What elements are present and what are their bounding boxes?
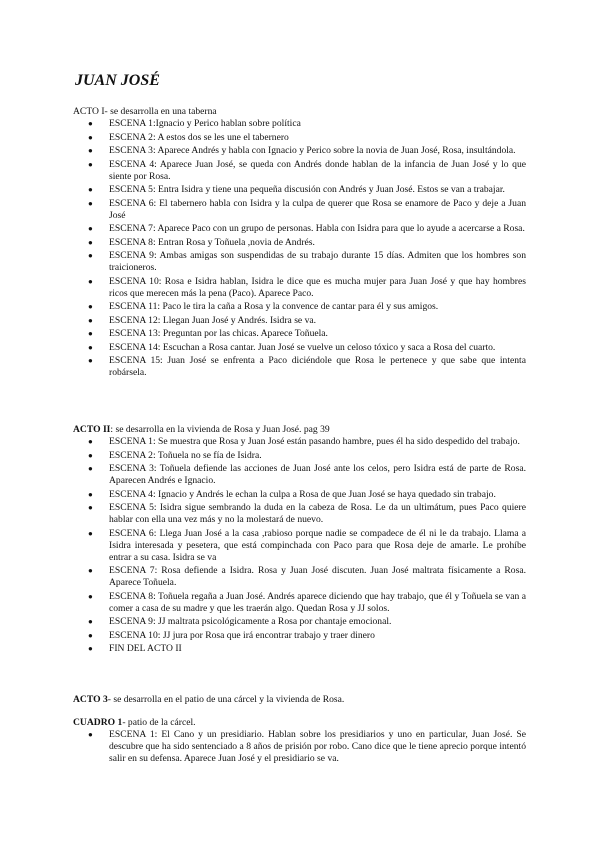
acto-3-heading: [73, 694, 533, 706]
scene-list-item: [73, 355, 526, 379]
scene-text: ESCENA 1: El Cano y un presidiario. Hablan sobre los presidiarios y uno en particular, Juan José. Se descubre que ha sido sentenciado a 8 años de prisión por robo. Cano dice que le tiene aprecio porque intentó salir en su defensa. Aparece Juan José y el presidiario se va.: [109, 729, 526, 764]
scene-list-item: [73, 184, 526, 196]
scene-text: ESCENA 7: Aparece Paco con un grupo de personas. Habla con Isidra para que lo ayude a acercarse a Rosa.: [109, 223, 525, 234]
scene-text: ESCENA 1: Se muestra que Rosa y Juan José están pasando hambre, pues él ha sido despedido del trabajo.: [109, 436, 520, 447]
bullet-icon: ●: [88, 302, 93, 311]
scene-text: FIN DEL ACTO II: [109, 643, 182, 654]
scene-list-item: [73, 729, 526, 765]
bullet-icon: ●: [88, 528, 93, 538]
cuadro-1-section: [73, 717, 533, 767]
scene-list-item: [73, 643, 526, 655]
acto-2-description: : se desarrolla en la vivienda de Rosa y Juan José. pag 39: [110, 424, 330, 435]
acto-3-description: - se desarrolla en el patio de una cárcel y la vivienda de Rosa.: [107, 694, 345, 705]
scene-text: ESCENA 4: Aparece Juan José, se queda con Andrés donde hablan de la infancia de Juan José y lo que siente por Rosa.: [109, 158, 526, 182]
scene-list-item: [73, 315, 526, 327]
bullet-icon: ●: [88, 356, 93, 365]
scene-list-item: [73, 436, 526, 448]
acto-2-scene-list: [73, 436, 533, 655]
acto-1-description: - se desarrolla en una taberna: [104, 106, 217, 117]
bullet-icon: ●: [88, 450, 93, 460]
scene-text: ESCENA 3: Toñuela defiende las acciones de Juan José ante los celos, pero Isidra está de parte de Rosa. Aparecen Andrés e Ignacio.: [109, 463, 526, 486]
bullet-icon: ●: [88, 119, 93, 128]
scene-list-item: [73, 198, 526, 222]
scene-list-item: [73, 159, 526, 183]
scene-text: ESCENA 10: JJ jura por Rosa que irá encontrar trabajo y traer dinero: [109, 629, 375, 641]
acto-3-label: ACTO 3: [73, 694, 108, 705]
scene-text: ESCENA 5: Isidra sigue sembrando la duda en la cabeza de Rosa. Le da un ultimátum, pues Paco quiere hablar con ella una vez más y no la molestará de nuevo.: [109, 502, 526, 525]
acto-1-section: [73, 106, 533, 381]
bullet-icon: ●: [88, 146, 93, 155]
scene-text: ESCENA 3: Aparece Andrés y habla con Ignacio y Perico sobre la novia de Juan José, Rosa, insultándola.: [109, 145, 516, 156]
scene-text: ESCENA 9: JJ maltrata psicológicamente a Rosa por chantaje emocional.: [109, 616, 392, 627]
bullet-icon: ●: [88, 591, 93, 601]
bullet-icon: ●: [88, 251, 93, 260]
bullet-icon: ●: [88, 315, 93, 325]
scene-list-item: [73, 301, 526, 313]
bullet-icon: ●: [88, 566, 93, 575]
bullet-icon: ●: [88, 185, 93, 194]
acto-1-scene-list: [73, 118, 533, 379]
scene-text: ESCENA 5: Entra Isidra y tiene una pequeña discusión con Andrés y Juan José. Estos se van a trabajar.: [109, 184, 505, 195]
scene-text: ESCENA 4: Ignacio y Andrés le echan la culpa a Rosa de que Juan José se haya quedado sin trabajo.: [109, 488, 496, 500]
cuadro-1-scene-list: [73, 729, 533, 765]
bullet-icon: ●: [88, 276, 93, 286]
scene-list-item: [73, 132, 526, 144]
bullet-icon: ●: [88, 437, 93, 446]
scene-list-item: [73, 118, 526, 130]
scene-list-item: [73, 276, 526, 300]
bullet-icon: ●: [88, 464, 93, 473]
scene-list-item: [73, 450, 526, 462]
bullet-icon: ●: [88, 342, 93, 352]
scene-list-item: [73, 630, 526, 642]
cuadro-1-label: CUADRO 1: [73, 717, 123, 728]
scene-text: ESCENA 9: Ambas amigas son suspendidas de su trabajo durante 15 días. Admiten que los hombres son traicioneros.: [109, 250, 526, 273]
bullet-icon: ●: [88, 224, 93, 233]
acto-1-label: ACTO I: [73, 106, 105, 117]
acto-3-section: [73, 694, 533, 706]
scene-list-item: [73, 250, 526, 274]
bullet-icon: ●: [88, 329, 93, 338]
cuadro-1-heading: [73, 717, 533, 729]
bullet-icon: ●: [88, 644, 93, 653]
scene-list-item: [73, 342, 526, 354]
document-title: JUAN JOSÉ: [75, 72, 160, 89]
scene-list-item: [73, 616, 526, 628]
bullet-icon: ●: [88, 159, 93, 169]
scene-text: ESCENA 11: Paco le tira la caña a Rosa y la convence de cantar para él y sus amigos.: [109, 301, 439, 312]
scene-text: ESCENA 12: Llegan Juan José y Andrés. Isidra se va.: [109, 314, 317, 326]
bullet-icon: ●: [88, 617, 93, 626]
scene-text: ESCENA 8: Entran Rosa y Toñuela ,novia de Andrés.: [109, 236, 315, 248]
scene-list-item: [73, 237, 526, 249]
scene-text: ESCENA 15: Juan José se enfrenta a Paco diciéndole que Rosa le pertenece y que sabe que intenta robársela.: [109, 355, 526, 378]
scene-text: ESCENA 2: A estos dos se les une el tabernero: [109, 131, 289, 143]
bullet-icon: ●: [88, 198, 93, 208]
scene-text: ESCENA 1:Ignacio y Perico hablan sobre política: [109, 118, 301, 129]
scene-text: ESCENA 8: Toñuela regaña a Juan José. Andrés aparece diciendo que hay trabajo, que él y Toñuela se van a comer a casa de su madre y que les traerán algo. Quedan Rosa y JJ solos.: [109, 590, 526, 614]
bullet-icon: ●: [88, 132, 93, 142]
acto-1-heading: [73, 106, 533, 118]
bullet-icon: ●: [88, 237, 93, 247]
scene-list-item: [73, 328, 526, 340]
scene-text: ESCENA 7: Rosa defiende a Isidra. Rosa y Juan José discuten. Juan José maltrata físicamente a Rosa. Aparece Toñuela.: [109, 565, 526, 588]
bullet-icon: ●: [88, 503, 93, 512]
scene-text: ESCENA 10: Rosa e Isidra hablan, Isidra le dice que es mucha mujer para Juan José y que hay hombres ricos que merecen más la pena (Paco). Aparece Paco.: [109, 275, 526, 299]
scene-list-item: [73, 145, 526, 157]
scene-text: ESCENA 6: Llega Juan José a la casa ,rabioso porque nadie se compadece de él ni le da trabajo. Llama a Isidra interesada y pesetera, que está compinchada con Paco para que Rosa deje de amarle. Le prohíbe entrar a su casa. Isidra se va: [109, 527, 526, 563]
bullet-icon: ●: [88, 730, 93, 739]
scene-list-item: [73, 565, 526, 589]
scene-list-item: [73, 502, 526, 526]
acto-2-heading: [73, 424, 533, 436]
scene-list-item: [73, 489, 526, 501]
scene-text: ESCENA 2: Toñuela no se fía de Isidra.: [109, 449, 262, 461]
scene-text: ESCENA 13: Preguntan por las chicas. Aparece Toñuela.: [109, 328, 328, 339]
scene-list-item: [73, 463, 526, 487]
scene-list-item: [73, 223, 526, 235]
bullet-icon: ●: [88, 630, 93, 640]
bullet-icon: ●: [88, 489, 93, 499]
cuadro-1-description: - patio de la cárcel.: [122, 717, 196, 728]
scene-list-item: [73, 528, 526, 564]
scene-text: ESCENA 6: El tabernero habla con Isidra y la culpa de querer que Rosa se enamore de Paco y deje a Juan José: [109, 197, 526, 221]
scene-text: ESCENA 14: Escuchan a Rosa cantar. Juan José se vuelve un celoso tóxico y saca a Rosa del cuarto.: [109, 341, 496, 353]
scene-list-item: [73, 591, 526, 615]
acto-2-section: [73, 424, 533, 657]
acto-2-label: ACTO II: [73, 424, 111, 435]
